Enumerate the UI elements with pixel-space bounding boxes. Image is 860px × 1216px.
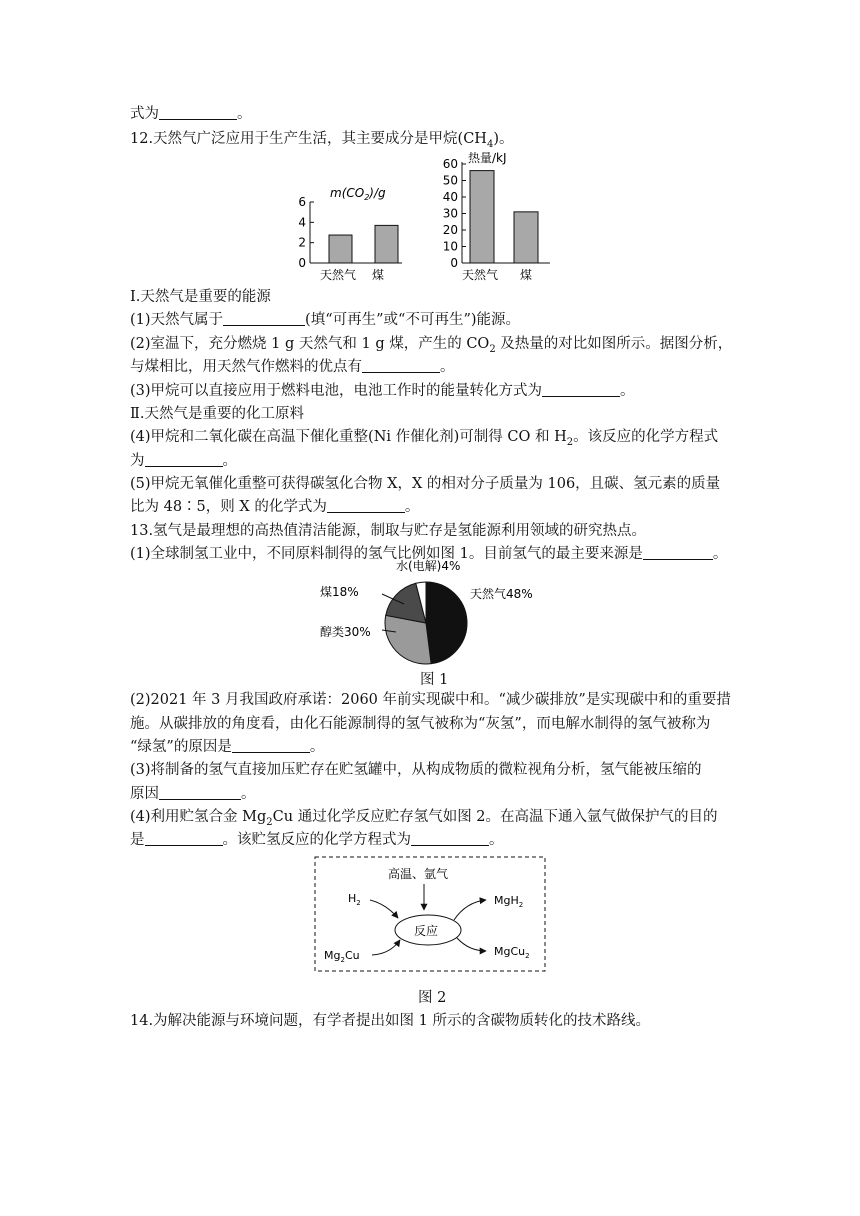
answer-blank[interactable]: [411, 831, 489, 846]
section-1-heading: Ⅰ.天然气是重要的能源: [130, 289, 271, 305]
product-mgcu2: MgCu$_2$: [494, 945, 530, 960]
q13-part-2c: “绿氢”的原因是 。: [130, 739, 325, 755]
figure-1-caption: 图 1: [420, 672, 449, 688]
q12-part-5b: 比为 48∶5，则 X 的化学式为 。: [130, 499, 420, 515]
figure-2-caption: 图 2: [418, 990, 447, 1006]
hydrogen-source-pie: [300, 556, 560, 668]
heat-tick-label: 30: [442, 206, 458, 221]
heat-tick-label: 10: [442, 239, 458, 254]
arrow-mgh2: [454, 900, 486, 920]
arrow-mgcu2: [457, 938, 486, 951]
answer-blank[interactable]: [643, 545, 713, 560]
reactant-mg2cu: $Mg_2Cu$: [324, 949, 360, 964]
question-14: 14.为解决能源与环境问题，有学者提出如图 1 所示的含碳物质转化的技术路线。: [130, 1013, 651, 1029]
q13-part-3a: (3)将制备的氢气直接加压贮存在贮氢罐中，从构成物质的微粒视角分析，氢气能被压缩的: [130, 762, 702, 778]
co2-bar-0: [329, 235, 352, 263]
co2-xlabel-gas: 天然气: [320, 268, 357, 282]
q12-part-4b: 为 。: [130, 453, 237, 469]
section-2-heading: Ⅱ.天然气是重要的化工原料: [130, 406, 304, 422]
q12-part-1: (1)天然气属于 (填“可再生”或“不可再生”)能源。: [130, 312, 521, 328]
q13-part-4a: (4)利用贮氢合金 $Mg_2Cu$ 通过化学反应贮存氢气如图 2。在高温下通入氩气做保护气的目的: [130, 809, 718, 828]
co2-bar-1: [375, 225, 398, 263]
q12-part-2a: (2)室温下，充分燃烧 1 g 天然气和 1 g 煤，产生的 $CO_2$ 及热量的对比如图所示。据图分析，: [130, 336, 733, 355]
arrow-h2: [370, 900, 398, 918]
co2-tick-label: 6: [298, 195, 306, 209]
heat-xlabel-coal: 煤: [520, 268, 533, 282]
heat-tick-label: 0: [450, 256, 458, 270]
pie-label-0: 天然气48%: [470, 587, 533, 601]
answer-blank[interactable]: [223, 311, 305, 326]
answer-blank[interactable]: [232, 738, 310, 753]
reaction-label: 反应: [414, 924, 439, 938]
line-formula-end: 式为 。: [130, 106, 252, 122]
co2-tick-label: 4: [298, 215, 306, 230]
q13-part-4b: 是 。该贮氢反应的化学方程式为 。: [130, 832, 504, 848]
arrow-mg2cu: [372, 940, 400, 955]
product-mgh2: MgH$_2$: [494, 894, 524, 909]
pie-label-1: 醇类30%: [320, 625, 371, 639]
q12-part-3: (3)甲烷可以直接应用于燃料电池，电池工作时的能量转化方式为 。: [130, 383, 635, 399]
co2-bar-chart: [290, 180, 410, 284]
heat-tick-label: 40: [442, 190, 458, 204]
q12-part-2b: 与煤相比，用天然气作燃料的优点有 。: [130, 359, 455, 375]
answer-blank[interactable]: [159, 785, 241, 800]
co2-tick-label: 0: [298, 256, 306, 270]
heat-tick-label: 20: [442, 223, 458, 237]
answer-blank[interactable]: [159, 105, 237, 120]
answer-blank[interactable]: [145, 831, 223, 846]
q12-part-5a: (5)甲烷无氧催化重整可获得碳氢化合物 X，X 的相对分子质量为 106，且碳、氢元素的质量: [130, 476, 721, 492]
heat-bar-0: [470, 171, 494, 263]
answer-blank[interactable]: [542, 382, 620, 397]
heat-bar-1: [514, 212, 538, 263]
pie-label-2: 煤18%: [320, 585, 359, 599]
heat-tick-label: 60: [442, 157, 458, 171]
q12-part-4a: (4)甲烷和二氧化碳在高温下催化重整(Ni 作催化剂)可制得 CO 和 $H_2$。该反应的化学方程式: [130, 429, 719, 448]
condition-label: 高温、氩气: [388, 867, 449, 881]
heat-tick-label: 50: [442, 173, 458, 188]
heat-ylabel: 热量/kJ: [468, 151, 507, 165]
pie-label-3: 水(电解)4%: [396, 559, 461, 573]
answer-blank[interactable]: [327, 498, 405, 513]
heat-bar-chart: [434, 148, 554, 284]
question-13: 13.氢气是最理想的高热值清洁能源，制取与贮存是氢能源利用领域的研究热点。: [130, 523, 647, 539]
heat-xlabel-gas: 天然气: [462, 268, 499, 282]
hydrogen-storage-diagram: [314, 856, 546, 972]
q13-part-1: (1)全球制氢工业中，不同原料制得的氢气比例如图 1。目前氢气的最主要来源是 。: [130, 546, 728, 562]
co2-xlabel-coal: 煤: [372, 268, 385, 282]
reactant-h2: $H_2$: [348, 892, 361, 907]
pie-slice-0: [426, 582, 467, 664]
co2-tick-label: 2: [298, 235, 306, 250]
co2-ylabel: $m(CO_2)/g$: [330, 186, 386, 202]
question-12: 12.天然气广泛应用于生产生活，其主要成分是甲烷$(CH_4)$。: [130, 131, 514, 150]
q13-part-2b: 施。从碳排放的角度看，由化石能源制得的氢气被称为“灰氢”，而电解水制得的氢气被称为: [130, 716, 711, 732]
answer-blank[interactable]: [145, 452, 223, 467]
q13-part-3b: 原因 。: [130, 786, 256, 802]
q13-part-2a: (2)2021 年 3 月我国政府承诺：2060 年前实现碳中和。“减少碳排放”是实现碳中和的重要措: [130, 692, 731, 708]
answer-blank[interactable]: [362, 358, 440, 373]
